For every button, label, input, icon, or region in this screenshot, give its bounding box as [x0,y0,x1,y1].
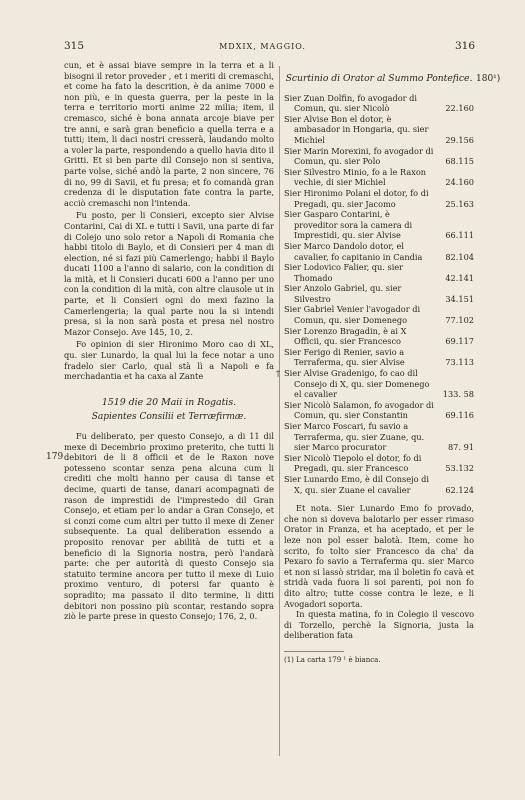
vote-count: 133. 58 [442,389,474,400]
paragraph: cun, et è assai biave sempre in la terra et a li bisogni il retor proveder , et i meriti di cremaschi, et come ha fato la descrition, è da anime 7000 e non più, e in questa guerra, per la peste in la terra e territorio morti anime 22 milia; item, il cremasco, siché è bona annata arcoje biave per tre anni, e sarà gran beneficio a quella terra e a tutti; item, li daci nostri cresserà, laudando molto a voler la parte, respondendo a quello havia dito il Gritti. Et si ben parte dil Consejo non si sentiva, parte volse, siché andò la parte, 2 non sincere, 76 di no, 99 di Savii, et fu presa; et fo comandà gran credenza di le disputation fate contra la parte, acciò cremaschi non l'intenda. [64,60,274,208]
vote-count: 62.124 [445,484,474,495]
vote-count: 66.111 [445,230,474,241]
scrutiny-list [276,92,474,496]
candidate-name: Sier Alvise Gradenigo, fo cao dil Consejo di X, qu. sier Domenego el cavalier [284,368,430,400]
footnote-rule [284,651,344,652]
candidate-name: Sier Anzolo Gabriel, qu. sier Silvestro [284,283,402,304]
scrutiny-entry [284,262,474,283]
candidate-name: Sier Nicolò Tiepolo el dotor, fo di Pregadi, qu. sier Francesco [284,452,422,474]
paragraph: In questa matina, fo in Colegio il vescovo di Torzello, perchè la Signoria, justa la deliberation fata [284,609,474,641]
scrutiny-entry [284,326,474,347]
vote-count: 34.151 [445,293,474,304]
candidate-name: Sier Zuan Dolfin, fo avogador di Comun, qu. sier Nicolò [284,92,418,114]
candidate-name: Sier Hironimo Polani el dotor, fo di Pregadi, qu. sier Jacomo [284,187,429,209]
candidate-name: Sier Nicolò Salamon, fo avogador di Comun, qu. sier Constantin [284,399,434,421]
scrutiny-title: Scurtinio di Orator al Summo Pontefice. [285,73,473,84]
scrutiny-entry [284,400,474,421]
candidate-name: Sier Gasparo Contarini, è proveditor sora la camera di Imprestidi, qu. sier Alvise [284,209,413,241]
paragraph: Fo opinion di sier Hironimo Moro cao di XL, qu. sier Lunardo, la qual lui la fece notar a uno fradelo sier Carlo, qual stà lì a Napoli e fa merchadantia et ha caxa al Zante [64,339,274,382]
scrutiny-entry [276,368,474,400]
scrutiny-entry [284,209,474,241]
candidate-name: Sier Marco Dandolo dotor, el cavalier, fo capitanio in Candia [284,240,423,262]
section-title: 1519 die 20 Maii in Rogatis. [101,396,237,408]
vote-count: 25.163 [445,198,474,209]
section-subtitle: Sapientes Consilii et Terræfirmæ. [91,412,247,423]
paragraph: Et nota. Sier Lunardo Emo fo provado, che non si doveva balotarlo per esser rimaso Orator in Franza, et ha aceptado, et per le leze non pol esser balotà. Item, come ho scrito, fo tolto sier Francesco da cha' da Pexaro fo savio a Terraferma qu. sier Marco et non si lassò stridar, ma il boletin fo cavà et stridà vada fuora li soi parenti, poi non fo dito altro; tutte cosse contra le leze, e li Avogadori soporta. [284,503,474,609]
scrutiny-entry [284,304,474,325]
candidate-name: Sier Lunardo Emo, è dil Consejo di X, qu. sier Zuane el cavalier [284,473,429,495]
notes [284,503,474,641]
vote-count: 73.113 [445,357,474,368]
scrutiny-entry [284,453,474,474]
margin-number-left: 179 [46,452,64,462]
vote-count: 68.115 [445,156,474,167]
scrutiny-entry [284,474,474,495]
scrutiny-entry [284,421,474,453]
scrutiny-entry [284,93,474,114]
column-divider [279,66,280,756]
candidate-name: Sier Marin Morexini, fo avogador di Comun, qu. sier Polo [284,145,434,167]
vote-count: 29.156 [445,134,474,145]
scrutiny-entry [284,167,474,188]
vote-count: 69.117 [445,336,474,347]
page-number-left: 315 [64,40,85,52]
vote-count: 87. 91 [447,442,474,453]
vote-count: 69.116 [445,410,474,421]
candidate-name: Sier Ferigo di Renier, savio a Terraferma, qu. sier Alvise [284,346,405,368]
right-column [276,60,474,665]
candidate-name: Sier Marco Foscari, fu savio a Terraferma, qu. sier Zuane, qu. sier Marco procurator [284,421,425,453]
paragraph: Fu posto, per li Consieri, excepto sier Alvise Contarini, Cai di XL e tutti i Savii, una parte di far di Colejo uno solo retor a Napoli di Romania che habbi titolo di Baylo, et di Consieri per 4 man di election, né si fazi più Camerlengo; habbi il Baylo ducati 1100 a l'anno di salario, con la condition di la mità, et li Consieri ducati 600 a l'anno per uno con la condition di la mità, con altre clausole ut in parte, et li Consieri ogni do mexi fazino la Camerlengeria; la qual parte nou la si intendi presa, si la non sarà posta et presa nel nostro Mazor Consejo. Ave 145, 10, 2. [64,210,274,337]
scrutiny-entry [284,347,474,368]
left-column [64,60,274,622]
candidate-name: Sier Alvise Bon el dotor, è ambasador in Hongaria, qu. sier Michiel [284,113,429,145]
paragraph: Fu deliberato, per questo Consejo, a di 11 dil mexe di Decembrio proximo preterito, che tutti li debitori de li 8 officii et de le Raxon nove potesseno scontar senza pena alcuna cum li crediti che molti hanno per causa di tanse et decime, quarti de tanse, danari acompagnati de rason de imprestidi de l'imprestedo dil Gran Consejo, et etiam per lo andar a Gran Consejo, et si conzi come cum altri per tutto il mexe di Zener subsequente. La qual deliberation essendo a proposito renovar per abilità de tutti et a beneficio di la Signoria nostra, però l'andarà parte: che per autorità di questo Consejo sia statuito termine ancora per tutto il mexe di Luio proximo venturo, di potersi far quanto è sopradito; ma passato il dito termine, li ditti debitori non possino più scontar, restando sopra ziò le parte prese in questo Consejo; 176, 2, 0. [64,431,274,622]
candidate-name: Sier Lodovico Falier, qu. sier Thomado [284,262,404,283]
page-number-right: 316 [455,40,476,52]
vote-count: 24.160 [445,177,474,188]
margin-number-right: 180¹) [476,74,501,84]
vote-count: 77.102 [445,315,474,326]
candidate-name: Sier Lorenzo Bragadin, è ai X Officii, qu. sier Francesco [284,325,407,347]
vote-count: 82.104 [445,251,474,262]
vote-count: 42.141 [445,272,474,283]
candidate-name: Sier Gabriel Venier l'avogador di Comun, qu. sier Domenego [284,304,421,326]
vote-count: 22.160 [445,103,474,114]
scrutiny-entry [284,283,474,304]
scrutiny-entry [284,146,474,167]
scrutiny-entry [284,188,474,209]
dagger-mark: † [276,368,281,379]
footnote: (1) La carta 179 ¹ è bianca. [284,655,381,664]
scrutiny-entry [284,241,474,262]
scrutiny-entry [284,114,474,146]
vote-count: 53.132 [445,463,474,474]
candidate-name: Sier Silvestro Minio, fo a le Raxon vechie, di sier Michiel [284,166,427,188]
running-title: MDXIX, MAGGIO. [219,42,306,51]
